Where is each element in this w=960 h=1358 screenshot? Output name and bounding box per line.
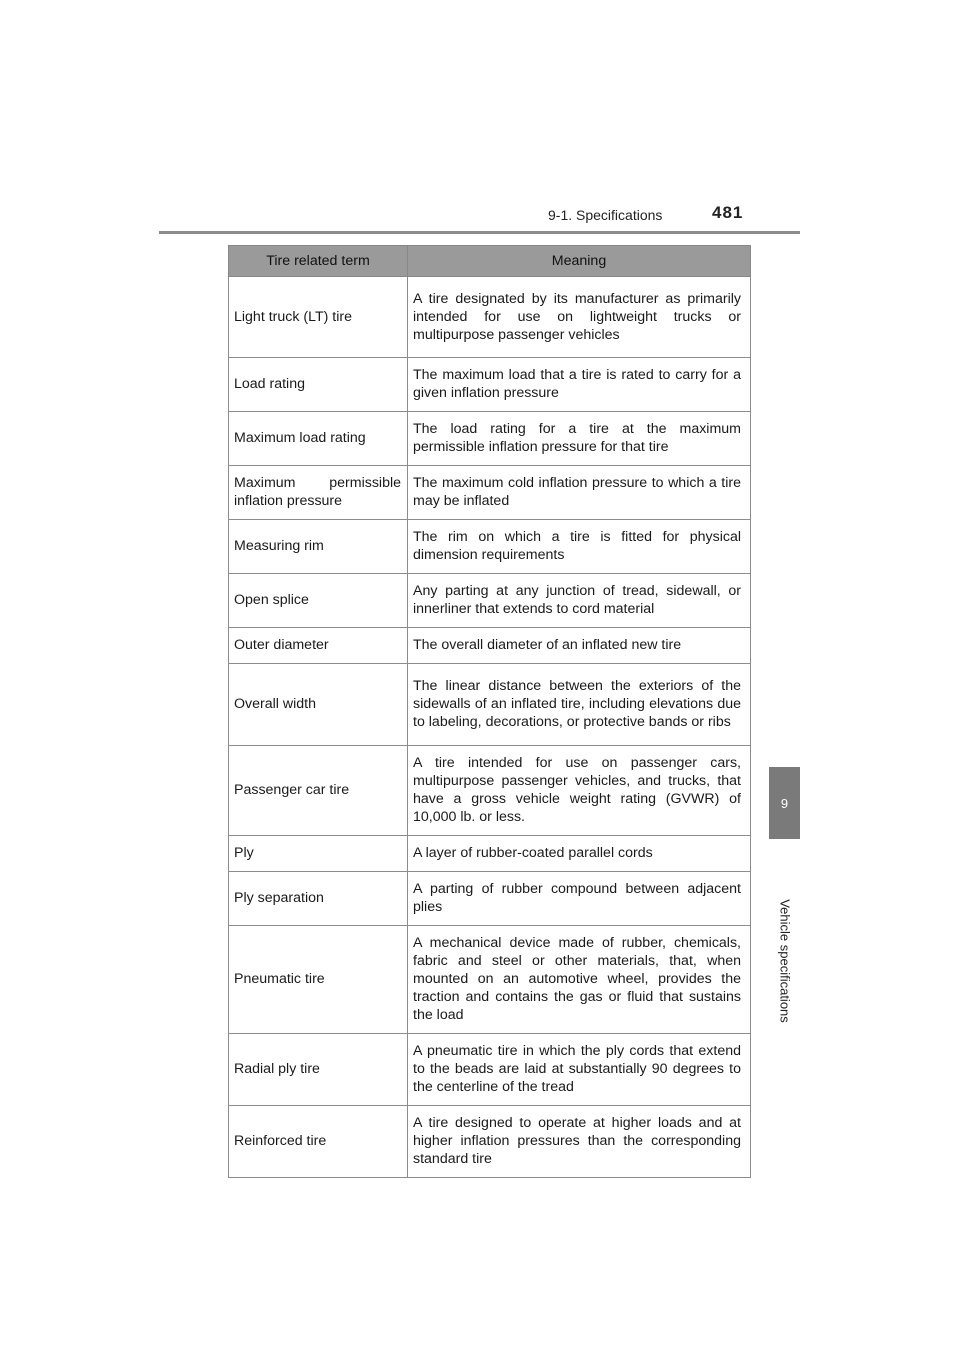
header-divider [159, 231, 800, 234]
table-row [229, 664, 751, 746]
column-header-term: Tire related term [229, 246, 408, 277]
meaning-cell: The maximum load that a tire is rated to carry for a given inflation pressure [408, 358, 751, 412]
page-number: 481 [712, 203, 744, 222]
term-cell: Ply separation [229, 872, 408, 926]
table-row [229, 412, 751, 466]
term-cell: Passenger car tire [229, 746, 408, 836]
table-row [229, 277, 751, 358]
chapter-tab-label [769, 841, 800, 1080]
table-row [229, 520, 751, 574]
term-cell: Overall width [229, 664, 408, 746]
section-title: 9-1. Specifications [548, 207, 663, 223]
table-row [229, 1106, 751, 1178]
table-row [229, 746, 751, 836]
term-cell: Maximum permissible inflation pressure [229, 466, 408, 520]
meaning-cell: A parting of rubber compound between adjacent plies [408, 872, 751, 926]
table-row [229, 466, 751, 520]
meaning-cell: A layer of rubber-coated parallel cords [408, 836, 751, 872]
tire-terms-table [228, 245, 751, 1178]
meaning-cell: The maximum cold inflation pressure to which a tire may be inflated [408, 466, 751, 520]
meaning-cell: A tire designed to operate at higher loads and at higher inflation pressures than the corresponding standard tire [408, 1106, 751, 1178]
term-cell: Ply [229, 836, 408, 872]
term-cell: Maximum load rating [229, 412, 408, 466]
table-row [229, 358, 751, 412]
term-cell: Radial ply tire [229, 1034, 408, 1106]
meaning-cell: The rim on which a tire is fitted for physical dimension requirements [408, 520, 751, 574]
term-cell: Open splice [229, 574, 408, 628]
meaning-cell: The linear distance between the exteriors of the sidewalls of an inflated tire, including elevations due to labeling, decorations, or protective bands or ribs [408, 664, 751, 746]
meaning-cell: A tire intended for use on passenger cars, multipurpose passenger vehicles, and trucks, that have a gross vehicle weight rating (GVWR) of 10,000 lb. or less. [408, 746, 751, 836]
table-row [229, 1034, 751, 1106]
meaning-cell: The overall diameter of an inflated new tire [408, 628, 751, 664]
term-cell: Pneumatic tire [229, 926, 408, 1034]
column-header-meaning: Meaning [408, 246, 751, 277]
term-cell: Outer diameter [229, 628, 408, 664]
table-row [229, 872, 751, 926]
term-cell: Reinforced tire [229, 1106, 408, 1178]
meaning-cell: The load rating for a tire at the maximum permissible inflation pressure for that tire [408, 412, 751, 466]
table-row [229, 574, 751, 628]
table-row [229, 628, 751, 664]
table-row [229, 836, 751, 872]
table-row [229, 926, 751, 1034]
meaning-cell: A tire designated by its manufacturer as primarily intended for use on lightweight trucks or multipurpose passenger vehicles [408, 277, 751, 358]
term-cell: Light truck (LT) tire [229, 277, 408, 358]
term-cell: Measuring rim [229, 520, 408, 574]
chapter-tab-title: Vehicle specifications [777, 898, 792, 1023]
chapter-tab-number: 9 [769, 767, 800, 839]
meaning-cell: A pneumatic tire in which the ply cords that extend to the beads are laid at substantially 90 degrees to the centerline of the tread [408, 1034, 751, 1106]
meaning-cell: A mechanical device made of rubber, chemicals, fabric and steel or other materials, that, when mounted on an automotive wheel, provides the traction and contains the gas or fluid that sustains the load [408, 926, 751, 1034]
term-cell: Load rating [229, 358, 408, 412]
meaning-cell: Any parting at any junction of tread, sidewall, or innerliner that extends to cord material [408, 574, 751, 628]
table-header-row [229, 246, 751, 277]
